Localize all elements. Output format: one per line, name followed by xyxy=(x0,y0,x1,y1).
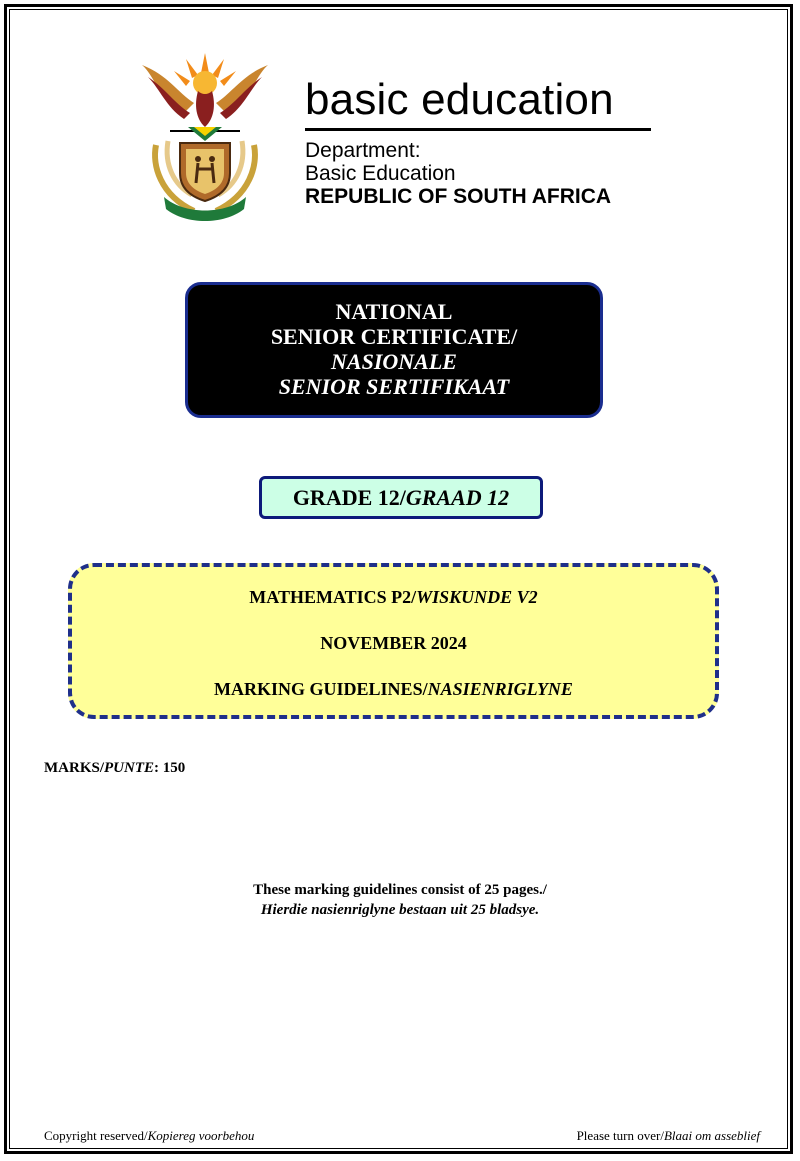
subject-title-afrikaans: WISKUNDE V2 xyxy=(416,587,538,607)
document-type xyxy=(72,679,715,700)
subject-title-english: MATHEMATICS P2/ xyxy=(249,587,417,607)
marks-label-afrikaans: PUNTE xyxy=(104,760,154,776)
brand-underline xyxy=(305,128,651,131)
copyright-english: Copyright reserved/ xyxy=(44,1128,148,1143)
certificate-line-4: SENIOR SERTIFIKAAT xyxy=(278,374,510,399)
footer-turn-over xyxy=(577,1128,760,1144)
certificate-line-2: SENIOR CERTIFICATE/ xyxy=(270,324,518,349)
certificate-line-3: NASIONALE xyxy=(331,349,457,374)
department-label: Department: xyxy=(305,139,421,162)
certificate-title-box xyxy=(185,282,603,418)
turn-over-afrikaans: Blaai om asseblief xyxy=(663,1128,760,1143)
marks-label-english: MARKS/ xyxy=(44,760,104,776)
department-name: Basic Education xyxy=(305,162,456,185)
page-count-english: These marking guidelines consist of 25 pages./ xyxy=(253,882,547,898)
document-type-english: MARKING GUIDELINES/ xyxy=(214,679,428,699)
country-name: REPUBLIC OF SOUTH AFRICA xyxy=(305,185,612,208)
copyright-afrikaans: Kopiereg voorbehou xyxy=(147,1128,255,1143)
certificate-line-1: NATIONAL xyxy=(335,299,453,324)
footer-copyright xyxy=(44,1128,254,1144)
exam-session: NOVEMBER 2024 xyxy=(320,633,467,653)
page-count-afrikaans: Hierdie nasienriglyne bestaan uit 25 bladsye. xyxy=(260,902,540,918)
page-count-notice xyxy=(0,880,800,920)
subject-box xyxy=(68,563,719,719)
department-branding xyxy=(305,75,651,209)
brand-name: basic education xyxy=(305,75,614,124)
grade-afrikaans: GRAAD 12 xyxy=(405,485,510,510)
subject-title xyxy=(72,587,715,608)
turn-over-english: Please turn over/ xyxy=(576,1128,664,1143)
document-type-afrikaans: NASIENRIGLYNE xyxy=(427,679,573,699)
grade-english: GRADE 12/ xyxy=(292,485,406,510)
coat-of-arms-logo xyxy=(134,45,276,225)
marks-value: : 150 xyxy=(154,760,186,776)
total-marks xyxy=(44,760,185,777)
grade-box xyxy=(259,476,543,519)
